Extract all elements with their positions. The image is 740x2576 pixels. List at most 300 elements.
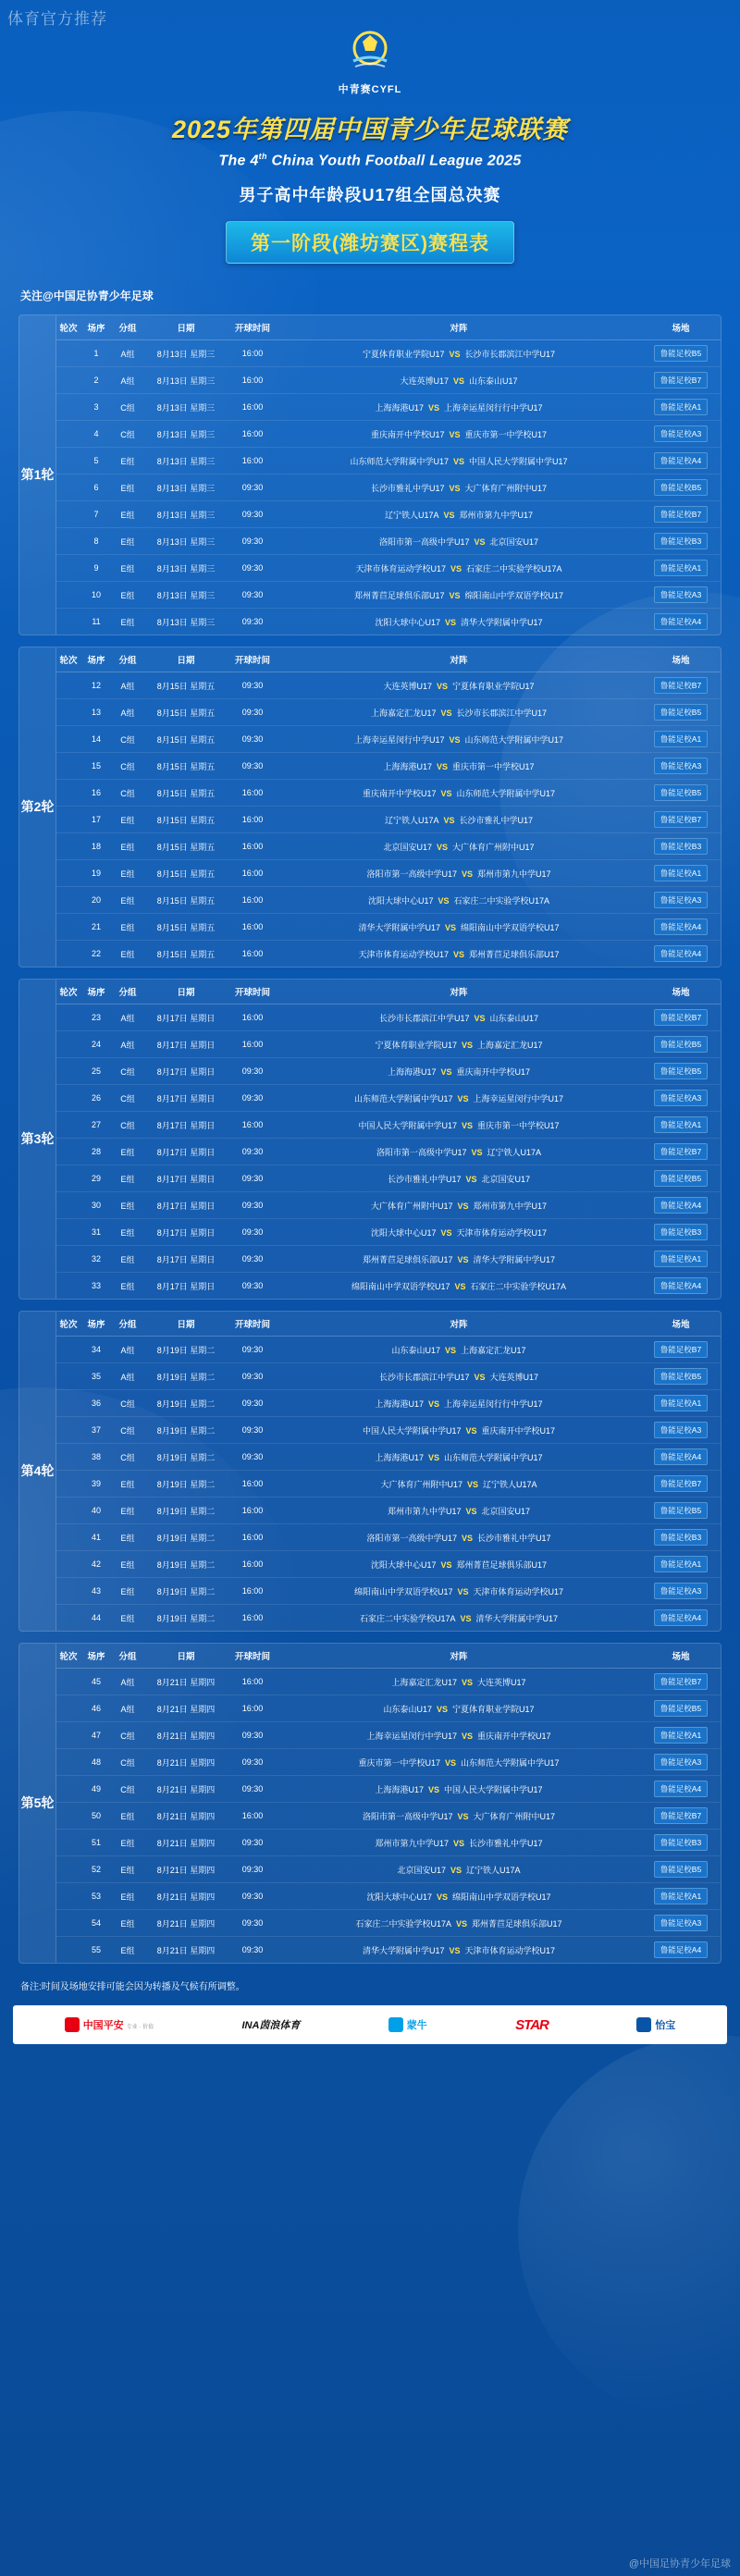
column-header: 对阵 <box>277 1312 641 1337</box>
vs-separator: VS <box>465 1174 477 1184</box>
venue-badge: 鲁能足校A1 <box>654 1556 708 1572</box>
table-row <box>56 860 721 887</box>
match-time: 16:00 <box>228 1551 277 1578</box>
match-number: 50 <box>80 1803 112 1830</box>
match-fixture <box>277 1219 641 1246</box>
match-date: 8月13日 星期三 <box>143 448 228 475</box>
schedule-table <box>56 647 721 967</box>
match-fixture <box>277 1246 641 1273</box>
match-number: 2 <box>80 367 112 394</box>
match-number: 19 <box>80 860 112 887</box>
match-fixture <box>277 1471 641 1498</box>
vs-separator: VS <box>474 1372 486 1382</box>
match-time: 09:30 <box>241 1281 264 1291</box>
away-team: 天津市体育运动学校U17 <box>456 1227 548 1238</box>
vs-separator: VS <box>443 510 455 520</box>
match-date: 8月15日 星期五 <box>143 833 228 860</box>
match-number: 24 <box>80 1031 112 1058</box>
column-header: 场地 <box>641 1312 721 1337</box>
table-header-row <box>56 1644 721 1669</box>
column-header: 场序 <box>80 1312 112 1337</box>
away-team: 石家庄二中实验学校U17A <box>466 563 562 573</box>
away-team: 清华大学附属中学U17 <box>475 1613 559 1623</box>
match-group: C组 <box>112 394 143 421</box>
match-group: C组 <box>112 421 143 448</box>
venue-badge: 鲁能足校B5 <box>654 1700 708 1717</box>
match-fixture <box>277 501 641 528</box>
home-team: 洛阳市第一高级中学U17 <box>376 1147 467 1157</box>
sponsor-yibao <box>636 2017 675 2032</box>
home-team: 沈阳大球中心U17 <box>370 1227 437 1238</box>
venue-badge: 鲁能足校B7 <box>654 1673 708 1690</box>
home-team: 上海海港U17 <box>375 1452 424 1462</box>
table-row <box>56 1112 721 1139</box>
table-row <box>56 1776 721 1803</box>
home-team: 山东师范大学附属中学U17 <box>353 1093 453 1103</box>
match-date: 8月21日 星期四 <box>143 1776 228 1803</box>
vs-separator: VS <box>444 1345 456 1355</box>
vs-separator: VS <box>449 429 461 439</box>
match-group: A组 <box>112 1669 143 1695</box>
vs-separator: VS <box>455 1918 467 1929</box>
column-header: 场序 <box>80 315 112 340</box>
home-team: 山东泰山U17 <box>383 1704 432 1714</box>
round-spacer-cell <box>56 582 80 609</box>
match-number: 29 <box>80 1165 112 1192</box>
round-label: 第2轮 <box>19 647 56 967</box>
venue-cell <box>641 582 721 609</box>
home-team: 重庆南开中学校U17 <box>370 429 445 439</box>
away-team: 大连英博U17 <box>489 1372 539 1382</box>
vs-separator: VS <box>461 1040 473 1050</box>
round-spacer-cell <box>56 1471 80 1498</box>
venue-cell <box>641 914 721 941</box>
round-spacer-cell <box>56 1058 80 1085</box>
table-row <box>56 941 721 968</box>
round-spacer-cell <box>56 780 80 807</box>
match-group: E组 <box>112 448 143 475</box>
venue-badge: 鲁能足校A4 <box>654 1609 708 1626</box>
away-team: 长沙市长郡滨江中学U17 <box>456 708 548 718</box>
schedule-table <box>56 1312 721 1631</box>
round-spacer-cell <box>56 699 80 726</box>
column-header: 分组 <box>112 980 143 1005</box>
venue-badge: 鲁能足校B7 <box>654 677 708 694</box>
table-row <box>56 1605 721 1632</box>
match-fixture <box>277 1417 641 1444</box>
match-group: E组 <box>120 1281 135 1291</box>
match-time: 09:30 <box>228 1246 277 1273</box>
vs-separator: VS <box>461 1120 473 1130</box>
mengniu-logo-icon <box>388 2017 403 2032</box>
match-fixture <box>277 1524 641 1551</box>
venue-cell <box>641 833 721 860</box>
match-group: E组 <box>112 1498 143 1524</box>
vs-separator: VS <box>444 1757 456 1768</box>
match-date: 8月19日 星期二 <box>143 1337 228 1363</box>
away-team: 山东师范大学附属中学U17 <box>464 734 564 745</box>
round-spacer-cell <box>56 1031 80 1058</box>
round-spacer-cell <box>56 528 80 555</box>
vs-separator: VS <box>474 536 486 547</box>
match-date: 8月13日 星期三 <box>143 367 228 394</box>
venue-badge: 鲁能足校A4 <box>654 918 708 935</box>
home-team: 郑州菁苣足球俱乐部U17 <box>353 590 445 600</box>
away-team: 山东泰山U17 <box>469 376 518 386</box>
match-time: 16:00 <box>228 780 277 807</box>
home-team: 长沙市长郡滨江中学U17 <box>378 1013 470 1023</box>
cyfl-logo-icon <box>342 24 398 80</box>
venue-badge: 鲁能足校B5 <box>654 345 708 362</box>
vs-separator: VS <box>449 349 461 359</box>
away-team: 重庆南开中学校U17 <box>481 1425 556 1436</box>
match-number: 3 <box>80 394 112 421</box>
match-fixture <box>277 367 641 394</box>
column-header: 日期 <box>143 980 228 1005</box>
venue-badge: 鲁能足校B7 <box>654 1143 708 1160</box>
table-row <box>56 1005 721 1031</box>
match-date: 8月17日 星期日 <box>143 1219 228 1246</box>
column-header: 日期 <box>143 315 228 340</box>
round-spacer-cell <box>56 1937 80 1964</box>
away-team: 清华大学附属中学U17 <box>473 1254 556 1264</box>
match-fixture <box>277 1883 641 1910</box>
vs-separator: VS <box>444 617 456 627</box>
away-team: 山东泰山U17 <box>489 1013 539 1023</box>
match-number: 26 <box>80 1085 112 1112</box>
match-group: C组 <box>112 1058 143 1085</box>
match-date: 8月17日 星期日 <box>143 1139 228 1165</box>
away-team: 中国人民大学附属中学U17 <box>444 1784 543 1794</box>
match-date: 8月15日 星期五 <box>143 914 228 941</box>
away-team: 重庆南开中学校U17 <box>477 1731 551 1741</box>
match-fixture <box>277 1910 641 1937</box>
match-date: 8月21日 星期四 <box>156 1945 216 1955</box>
table-row <box>56 1937 721 1964</box>
match-date: 8月13日 星期三 <box>143 340 228 367</box>
table-row <box>56 1669 721 1695</box>
round-spacer-cell <box>56 501 80 528</box>
away-team: 重庆市第一中学校U17 <box>477 1120 560 1130</box>
venue-cell <box>641 421 721 448</box>
follow-handle: 关注@中国足协青少年足球 <box>20 290 154 303</box>
table-row <box>56 1363 721 1390</box>
venue-badge: 鲁能足校B5 <box>654 479 708 496</box>
match-date: 8月17日 星期日 <box>143 1005 228 1031</box>
away-team: 石家庄二中实验学校U17A <box>453 895 550 906</box>
match-number: 18 <box>80 833 112 860</box>
home-team: 上海海港U17 <box>383 761 432 771</box>
match-fixture <box>277 1139 641 1165</box>
round-spacer-cell <box>56 448 80 475</box>
home-team: 中国人民大学附属中学U17 <box>358 1120 457 1130</box>
match-number: 55 <box>91 1945 101 1955</box>
column-header: 场地 <box>641 315 721 340</box>
match-date: 8月21日 星期四 <box>143 1830 228 1856</box>
match-date: 8月15日 星期五 <box>156 949 216 959</box>
sponsor-bar <box>13 2005 727 2044</box>
table-row <box>56 1830 721 1856</box>
round-spacer-cell <box>56 1605 80 1632</box>
title-en-sup: th <box>258 152 267 161</box>
vs-separator: VS <box>457 1254 469 1264</box>
vs-separator: VS <box>454 1281 466 1291</box>
away-team: 长沙市雅礼中学U17 <box>459 815 534 825</box>
match-group: E组 <box>112 1165 143 1192</box>
match-time: 16:00 <box>228 421 277 448</box>
home-team: 清华大学附属中学U17 <box>362 1945 445 1955</box>
away-team: 宁夏体育职业学院U17 <box>452 1704 535 1714</box>
round-spacer-cell <box>56 1139 80 1165</box>
match-number: 5 <box>80 448 112 475</box>
table-row <box>56 1337 721 1363</box>
venue-cell <box>641 528 721 555</box>
away-team: 上海幸运星闵行行中学U17 <box>444 1399 543 1409</box>
match-date: 8月21日 星期四 <box>143 1856 228 1883</box>
venue-badge: 鲁能足校A4 <box>654 452 708 469</box>
table-row <box>56 1578 721 1605</box>
match-number: 8 <box>80 528 112 555</box>
round-block <box>18 314 722 635</box>
match-group: E组 <box>112 1471 143 1498</box>
match-fixture <box>277 887 641 914</box>
sponsor-inalang <box>241 2017 300 2032</box>
round-label: 第1轮 <box>19 315 56 635</box>
vs-separator: VS <box>450 563 462 573</box>
match-number: 39 <box>80 1471 112 1498</box>
match-time: 16:00 <box>228 1695 277 1722</box>
table-header-row <box>56 980 721 1005</box>
sponsor-pingan <box>65 2017 154 2032</box>
table-row <box>56 1471 721 1498</box>
venue-cell <box>641 1363 721 1390</box>
table-row <box>56 914 721 941</box>
match-number: 51 <box>80 1830 112 1856</box>
sponsor-name: 中国平安 <box>82 2020 124 2032</box>
venue-cell <box>641 1830 721 1856</box>
home-team: 长沙市雅礼中学U17 <box>370 483 445 493</box>
home-team: 绵阳南山中学双语学校U17 <box>353 1586 453 1596</box>
home-team: 中国人民大学附属中学U17 <box>362 1425 462 1436</box>
match-date: 8月19日 星期二 <box>143 1578 228 1605</box>
table-row <box>56 1085 721 1112</box>
match-group: E组 <box>112 501 143 528</box>
match-group: E组 <box>112 555 143 582</box>
venue-badge: 鲁能足校B5 <box>654 1502 708 1519</box>
match-number: 41 <box>80 1524 112 1551</box>
match-fixture <box>277 528 641 555</box>
table-row <box>56 780 721 807</box>
match-fixture <box>277 1498 641 1524</box>
home-team: 辽宁铁人U17A <box>384 510 439 520</box>
home-team: 宁夏体育职业学院U17 <box>362 349 445 359</box>
round-spacer-cell <box>56 1695 80 1722</box>
vs-separator: VS <box>457 1586 469 1596</box>
venue-cell <box>641 1139 721 1165</box>
match-group: E组 <box>112 528 143 555</box>
column-header: 轮次 <box>56 315 80 340</box>
round-spacer-cell <box>56 1830 80 1856</box>
match-date: 8月13日 星期三 <box>143 582 228 609</box>
round-block <box>18 1643 722 1964</box>
away-team: 大连英博U17 <box>477 1677 526 1687</box>
match-number: 43 <box>80 1578 112 1605</box>
away-team: 天津市体育运动学校U17 <box>473 1586 564 1596</box>
match-fixture <box>277 1803 641 1830</box>
match-fixture <box>277 1363 641 1390</box>
match-group: C组 <box>112 1390 143 1417</box>
match-fixture <box>277 1937 641 1964</box>
match-time: 09:30 <box>228 1444 277 1471</box>
venue-badge: 鲁能足校A3 <box>654 425 708 442</box>
column-header: 场地 <box>641 647 721 672</box>
away-team: 郑州市第九中学U17 <box>473 1201 548 1211</box>
venue-cell <box>641 501 721 528</box>
column-header: 对阵 <box>277 315 641 340</box>
match-group: C组 <box>112 1722 143 1749</box>
table-row <box>56 1498 721 1524</box>
yibao-logo-icon <box>636 2017 651 2032</box>
match-time: 16:00 <box>228 1498 277 1524</box>
table-row <box>56 753 721 780</box>
venue-badge: 鲁能足校A3 <box>654 1090 708 1106</box>
round-spacer-cell <box>56 555 80 582</box>
match-number: 46 <box>80 1695 112 1722</box>
round-spacer-cell <box>56 914 80 941</box>
match-fixture <box>277 1058 641 1085</box>
venue-badge: 鲁能足校B7 <box>654 1475 708 1492</box>
away-team: 中国人民大学附属中学U17 <box>469 456 568 466</box>
table-row <box>56 421 721 448</box>
venue-cell <box>641 1669 721 1695</box>
match-date: 8月19日 星期二 <box>143 1524 228 1551</box>
home-team: 北京国安U17 <box>383 842 432 852</box>
match-time: 09:30 <box>228 475 277 501</box>
table-row <box>56 1219 721 1246</box>
column-header: 对阵 <box>277 647 641 672</box>
vs-separator: VS <box>436 1892 448 1902</box>
table-row <box>56 1417 721 1444</box>
vs-separator: VS <box>449 1945 461 1955</box>
column-header: 场序 <box>80 1644 112 1669</box>
home-team: 上海幸运星闵行中学U17 <box>366 1731 457 1741</box>
vs-separator: VS <box>427 402 439 413</box>
round-spacer-cell <box>56 367 80 394</box>
home-team: 沈阳大球中心U17 <box>366 1892 432 1902</box>
match-date: 8月17日 星期日 <box>143 1112 228 1139</box>
round-spacer-cell <box>56 1883 80 1910</box>
match-time: 09:30 <box>228 1883 277 1910</box>
vs-separator: VS <box>452 376 464 386</box>
venue-badge: 鲁能足校B5 <box>654 1368 708 1385</box>
pingan-logo-icon <box>65 2017 80 2032</box>
match-fixture <box>277 1192 641 1219</box>
venue-cell <box>641 367 721 394</box>
venue-cell <box>641 1337 721 1363</box>
match-time: 09:30 <box>241 1945 264 1955</box>
vs-separator: VS <box>440 1227 452 1238</box>
match-number: 13 <box>80 699 112 726</box>
away-team: 上海嘉定汇龙U17 <box>461 1345 526 1355</box>
venue-badge: 鲁能足校B3 <box>654 1529 708 1546</box>
home-team: 大连英博U17 <box>383 681 432 691</box>
match-group: E组 <box>120 1613 135 1623</box>
vs-separator: VS <box>440 1066 452 1077</box>
venue-badge: 鲁能足校A4 <box>654 1197 708 1214</box>
home-team: 上海海港U17 <box>387 1066 437 1077</box>
column-header: 开球时间 <box>228 980 277 1005</box>
match-group: A组 <box>112 1363 143 1390</box>
match-group: E组 <box>112 1139 143 1165</box>
venue-cell <box>641 1498 721 1524</box>
venue-cell <box>641 1112 721 1139</box>
venue-badge: 鲁能足校A3 <box>654 758 708 774</box>
table-row <box>56 1551 721 1578</box>
match-time: 16:00 <box>228 860 277 887</box>
round-spacer-cell <box>56 1749 80 1776</box>
round-label: 第3轮 <box>19 980 56 1299</box>
match-fixture <box>277 1856 641 1883</box>
home-team: 天津市体育运动学校U17 <box>355 563 446 573</box>
match-fixture <box>277 609 641 635</box>
venue-cell <box>641 1695 721 1722</box>
match-date: 8月21日 星期四 <box>143 1722 228 1749</box>
round-spacer-cell <box>56 340 80 367</box>
column-header: 场地 <box>641 1644 721 1669</box>
match-time: 16:00 <box>228 367 277 394</box>
round-label: 第5轮 <box>19 1644 56 1963</box>
table-row <box>56 1192 721 1219</box>
table-row <box>56 1444 721 1471</box>
venue-cell <box>641 555 721 582</box>
schedule-table <box>56 1644 721 1963</box>
home-team: 石家庄二中实验学校U17A <box>355 1918 451 1929</box>
round-spacer-cell <box>56 1273 80 1300</box>
match-fixture <box>277 780 641 807</box>
match-fixture <box>277 1390 641 1417</box>
home-team: 重庆市第一中学校U17 <box>358 1757 440 1768</box>
match-time: 16:00 <box>228 833 277 860</box>
table-row <box>56 1910 721 1937</box>
match-date: 8月21日 星期四 <box>143 1669 228 1695</box>
table-row <box>56 1695 721 1722</box>
match-fixture <box>277 753 641 780</box>
match-group: E组 <box>120 949 135 959</box>
venue-cell <box>641 448 721 475</box>
venue-cell <box>641 1165 721 1192</box>
round-spacer-cell <box>56 1005 80 1031</box>
match-date: 8月13日 星期三 <box>143 501 228 528</box>
vs-separator: VS <box>449 590 461 600</box>
column-header: 日期 <box>143 647 228 672</box>
match-date: 8月17日 星期日 <box>143 1246 228 1273</box>
match-group: E组 <box>112 1856 143 1883</box>
away-team: 宁夏体育职业学院U17 <box>452 681 535 691</box>
away-team: 天津市体育运动学校U17 <box>464 1945 556 1955</box>
match-number: 37 <box>80 1417 112 1444</box>
venue-badge: 鲁能足校B7 <box>654 372 708 388</box>
match-number: 16 <box>80 780 112 807</box>
away-team: 上海幸运星闵行行中学U17 <box>444 402 543 413</box>
match-number: 15 <box>80 753 112 780</box>
match-fixture <box>277 582 641 609</box>
sponsor-name: STAR <box>515 2016 549 2033</box>
match-time: 16:00 <box>228 1005 277 1031</box>
away-team: 清华大学附属中学U17 <box>461 617 543 627</box>
venue-cell <box>641 753 721 780</box>
table-row <box>56 1722 721 1749</box>
match-group: E组 <box>112 807 143 833</box>
